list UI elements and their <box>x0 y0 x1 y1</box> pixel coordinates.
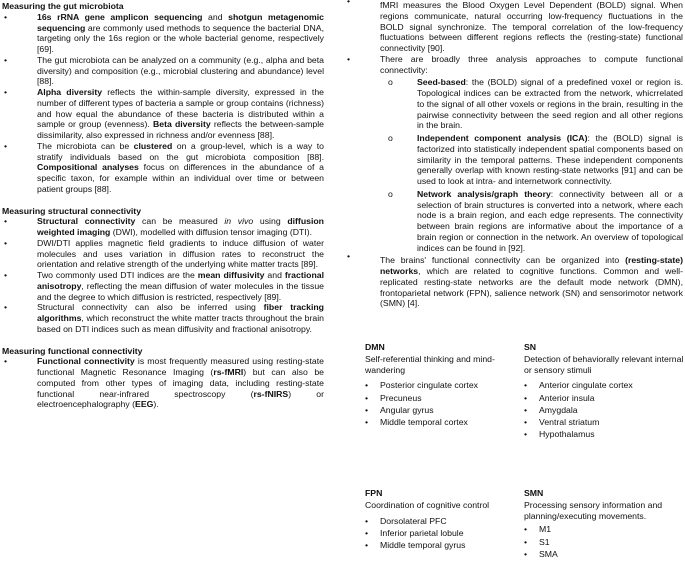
bullet-bold-signal: • fMRI measures the Blood Oxygen Level Dependent (BOLD) signal. When regions communicate, natural occurring low-frequency fluctuations in the BOLD signal synchronize. The temporal correlation of the low-frequency fluctuations between different regions reflects the (resting-state) functional connectivity [90]. <box>347 0 683 53</box>
bullet-functional-connectivity: • Functional connectivity is most frequently measured using resting-state functional Magnetic Resonance Imaging (rs-fMRI) but can also be computed from other types of imaging data, including resting-state functional near-infrared spectroscopy (rs-fNIRS) or electroencephalography (EEG). <box>4 356 325 410</box>
bullet-structural-connectivity: • Structural connectivity can be measured in vivo using diffusion weighted imaging (DWI), modelled with diffusion tensor imaging (DTI). <box>4 216 324 237</box>
section-title-functional-connectivity: Measuring functional connectivity <box>2 345 143 356</box>
right-column <box>345 0 683 309</box>
list-item: • Amygdala <box>524 404 578 415</box>
bullet-community-level: • The gut microbiota can be analyzed on a community (e.g., alpha and beta diversity) and composition (e.g., microbial clustering and abundance) level [88]. <box>4 54 324 87</box>
network-title: SMN <box>524 488 544 498</box>
bullet-dti-indices: • Two commonly used DTI indices are the mean diffusivity and fractional anisotropy, reflecting the mean diffusion of water molecules in the tissue and the degree to which diffusion is restricted, respectively [89]. <box>4 270 325 302</box>
bullet-sequencing: • 16s rRNA gene amplicon sequencing and shotgun metagenomic sequencing are commonly used methods to sequence the bacterial DNA, targeting only the 16s region or the whole bacterial genome, respectively [69]. <box>4 11 324 54</box>
list-item: • Anterior insula <box>524 392 595 403</box>
network-region-list <box>365 515 525 552</box>
network-description: Coordination of cognitive control <box>365 499 490 510</box>
list-item: • Posterior cingulate cortex <box>365 380 479 391</box>
list-item: • Hypothalamus <box>524 429 595 440</box>
network-title: SN <box>524 342 537 352</box>
network-description: Processing sensory information and planning/executing movements. <box>524 499 663 521</box>
left-column <box>2 0 324 410</box>
sub-seed-based: o Seed-based: the (BOLD) signal of a predefined voxel or region is. Topological indices can be extracted from the network, whicrrelated to the signal of all other voxels or regions in the brain, resulting in the pairwise connectivity between the seed region and all other regions in the brain. <box>388 77 683 131</box>
network-description: Self-referential thinking and mind-wandering <box>365 353 495 375</box>
list-item: • Anterior cingulate cortex <box>524 380 633 391</box>
network-box-sn <box>524 342 684 441</box>
network-box-fpn <box>365 488 525 551</box>
section-title-gut-microbiota: Measuring the gut microbiota <box>2 1 124 11</box>
sub-network-analysis: o Network analysis/graph theory: connectivity between all or a selection of brain structures is converted into a network, where each node is a brain region, and each edge represents. The connectivity between brain regions are informative about the importance of a brain region or connection in the network. An overview of topological indices can be found in [92]. <box>388 188 683 253</box>
sub-ica: o Independent component analysis (ICA): the (BOLD) signal is factorized into statistically independent spatial components based on similarity in the temporal patterns. These independent components generally overlap with known resting-state networks [91] and can be used to look at intra- and internetwork connectivity. <box>388 133 683 186</box>
list-item: • Middle temporal cortex <box>365 417 468 428</box>
list-item: • Inferior parietal lobule <box>365 527 464 538</box>
network-region-list <box>365 379 525 428</box>
list-item: • S1 <box>524 536 550 547</box>
network-box-dmn <box>365 342 525 428</box>
network-region-list <box>524 379 684 440</box>
bullet-fiber-tracking: • Structural connectivity can also be inferred using fiber tracking algorithms, which reconstruct the white matter tracts throughout the brain based on DTI indices such as mean diffusivity and fractional anisotropy. <box>4 302 324 334</box>
network-title: FPN <box>365 488 383 498</box>
bullet-resting-state-networks: • The brains' functional connectivity can be organized into (resting-state) networks, which are related to cognitive functions. Common and well-replicated resting-state networks are the default mode network (DMN), frontoparietal network (FPN), salience network (SN) and sensorimotor network (SMN) [4]. <box>347 251 683 309</box>
list-item: • Angular gyrus <box>365 404 434 415</box>
section-title-structural-connectivity: Measuring structural connectivity <box>2 205 142 216</box>
bullet-dwi-dti: • DWI/DTI applies magnetic field gradients to induce diffusion of water molecules and uses variation in diffusion rates to reconstruct the orientation and relative strength of the underlying white matter tracts [89]. <box>4 237 324 270</box>
network-box-smn <box>524 488 684 560</box>
list-item: • SMA <box>524 548 558 559</box>
bullet-analysis-approaches: • There are broadly three analysis approaches to compute functional connectivity: <box>347 53 683 75</box>
bullet-clustering: • The microbiota can be clustered on a group-level, which is a way to stratify individuals based on the gut microbiota composition [88]. Compositional analyses focus on differences in the abundance of a specific taxon, for example within an individual over time or between patient groups [88]. <box>4 140 324 194</box>
network-description: Detection of behaviorally relevant internal or sensory stimuli <box>524 353 684 375</box>
list-item: • Precuneus <box>365 392 422 403</box>
list-item: • Middle temporal gyrus <box>365 540 466 551</box>
bullet-alpha-beta-diversity: • Alpha diversity reflects the within-sample diversity, expressed in the number of different types of bacteria a sample or group contains (richness) and how equal the abundance of these bacteria is distributed within a sample or group (evenness). Beta diversity reflects the between-sample dissimilarity, also expressed in richness and/or evenness [88]. <box>4 87 324 140</box>
list-item: • Dorsolateral PFC <box>365 515 447 526</box>
network-title: DMN <box>365 342 385 352</box>
network-region-list <box>524 523 684 560</box>
list-item: • M1 <box>524 524 552 535</box>
list-item: • Ventral striatum <box>524 417 600 428</box>
